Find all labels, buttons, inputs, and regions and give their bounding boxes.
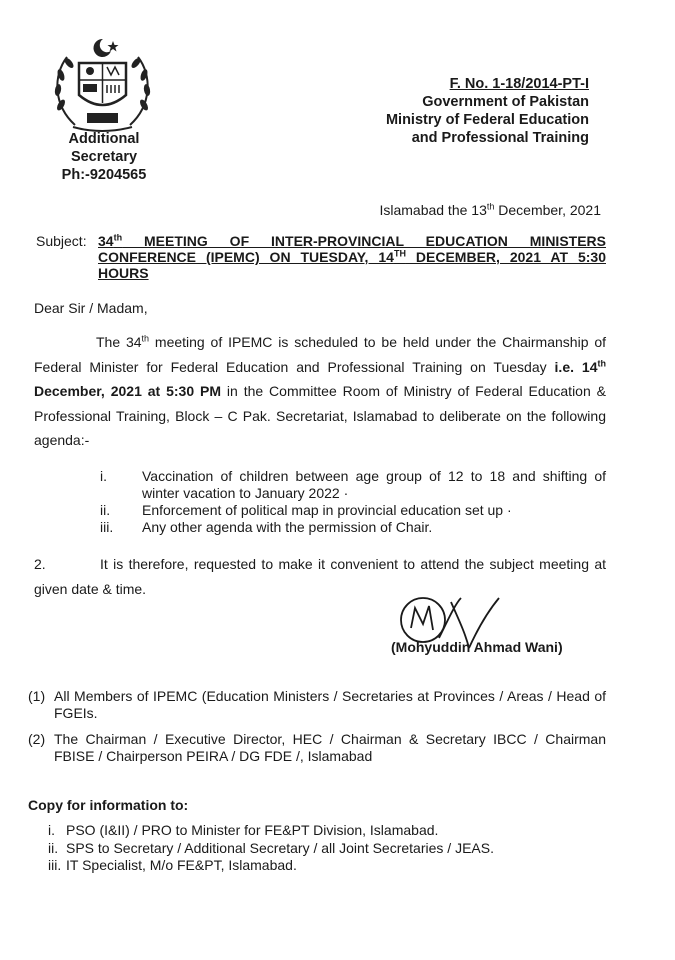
para2-num: 2. [34,556,46,572]
p1-bold-sup: th [597,357,607,368]
org-line2: Ministry of Federal Education [385,112,589,128]
agenda-text: Vaccination of children between age group of 12 to 18 and shifting of winter vacation to January 2022 · [142,468,606,501]
sender-designation-line1: Additional [68,131,140,147]
p1-c: in the Committee Room of Ministry of Federal Education & Professional Training, Block – C Pak. Secretariat, Islamabad to deliberate on the following agenda:- [34,383,606,448]
subject-ordinal: 34 [98,233,114,249]
file-number: F. No. 1-18/2014-PT-I [449,76,589,92]
subject-block [36,233,606,281]
agenda-num: ii. [100,502,111,518]
list-item [48,840,494,858]
list-item [48,857,494,875]
copy-num: iii. [48,857,62,873]
p1-a: The 34 [96,334,142,350]
para2-text: It is therefore, requested to make it convenient to attend the subject meeting at given date & time. [34,556,606,597]
sender-block [48,130,160,184]
list-item [100,519,606,536]
agenda-list [100,468,606,536]
body-paragraph-2 [34,552,606,602]
p1-bold2: December, 2021 at 5:30 PM [34,383,222,399]
agenda-num: iii. [100,519,114,535]
agenda-text: Enforcement of political map in provincial education set up · [142,502,512,518]
agenda-num: i. [100,468,107,484]
subject-text [98,233,606,281]
distribution-item-1 [28,688,606,722]
body-paragraph-1 [34,330,606,453]
distribution-item-2 [28,731,606,765]
p1-b: meeting of IPEMC is scheduled to be held under the Chairmanship of Federal Minister for Federal Education and Professional Training on Tuesday [34,334,606,375]
signer-name: (Mohyuddin Ahmad Wani) [391,639,563,655]
p1-sup: th [141,333,150,344]
list-item [100,502,606,519]
date-place: Islamabad the 13 [379,202,487,218]
org-line1: Government of Pakistan [422,94,589,110]
p1-bold1: i.e. 14 [554,358,598,375]
org-line3: and Professional Training [411,130,589,146]
subject-day-suffix: TH [393,248,406,259]
subject-part2: DECEMBER, 2021 AT 5:30 HOURS [98,249,606,281]
state-emblem-icon [45,35,160,135]
subject-label: Subject: [36,233,87,249]
salutation: Dear Sir / Madam, [34,300,148,316]
distribution-num: (2) [28,731,46,747]
copy-heading: Copy for information to: [28,797,189,813]
copy-text: SPS to Secretary / Additional Secretary / all Joint Secretaries / JEAS. [66,839,494,856]
list-item [48,822,494,840]
agenda-text: Any other agenda with the permission of Chair. [142,519,433,535]
copy-text: IT Specialist, M/o FE&PT, Islamabad. [66,857,297,873]
distribution-num: (1) [28,688,46,704]
sender-designation-line2: Secretary [70,149,138,165]
distribution-text: The Chairman / Executive Director, HEC / Chairman & Secretary IBCC / Chairman FBISE / Chairperson PEIRA / DG FDE /, Islamabad [54,731,606,764]
date-line [379,202,601,218]
subject-part1: MEETING OF INTER-PROVINCIAL EDUCATION MINISTERS CONFERENCE (IPEMC) ON TUESDAY, 14 [98,233,606,265]
date-suffix: th [486,201,495,212]
letterhead [386,75,589,147]
list-item [100,468,606,502]
copy-text: PSO (I&II) / PRO to Minister for FE&PT Division, Islamabad. [66,822,439,838]
copy-num: i. [48,822,55,838]
copy-num: ii. [48,839,59,856]
sender-phone: Ph:-9204565 [61,167,147,183]
distribution-text: All Members of IPEMC (Education Ministers / Secretaries at Provinces / Areas / Head of FGEIs. [54,688,606,721]
subject-ordinal-suffix: th [113,232,123,243]
copy-list [48,822,494,875]
date-rest: December, 2021 [494,202,601,218]
